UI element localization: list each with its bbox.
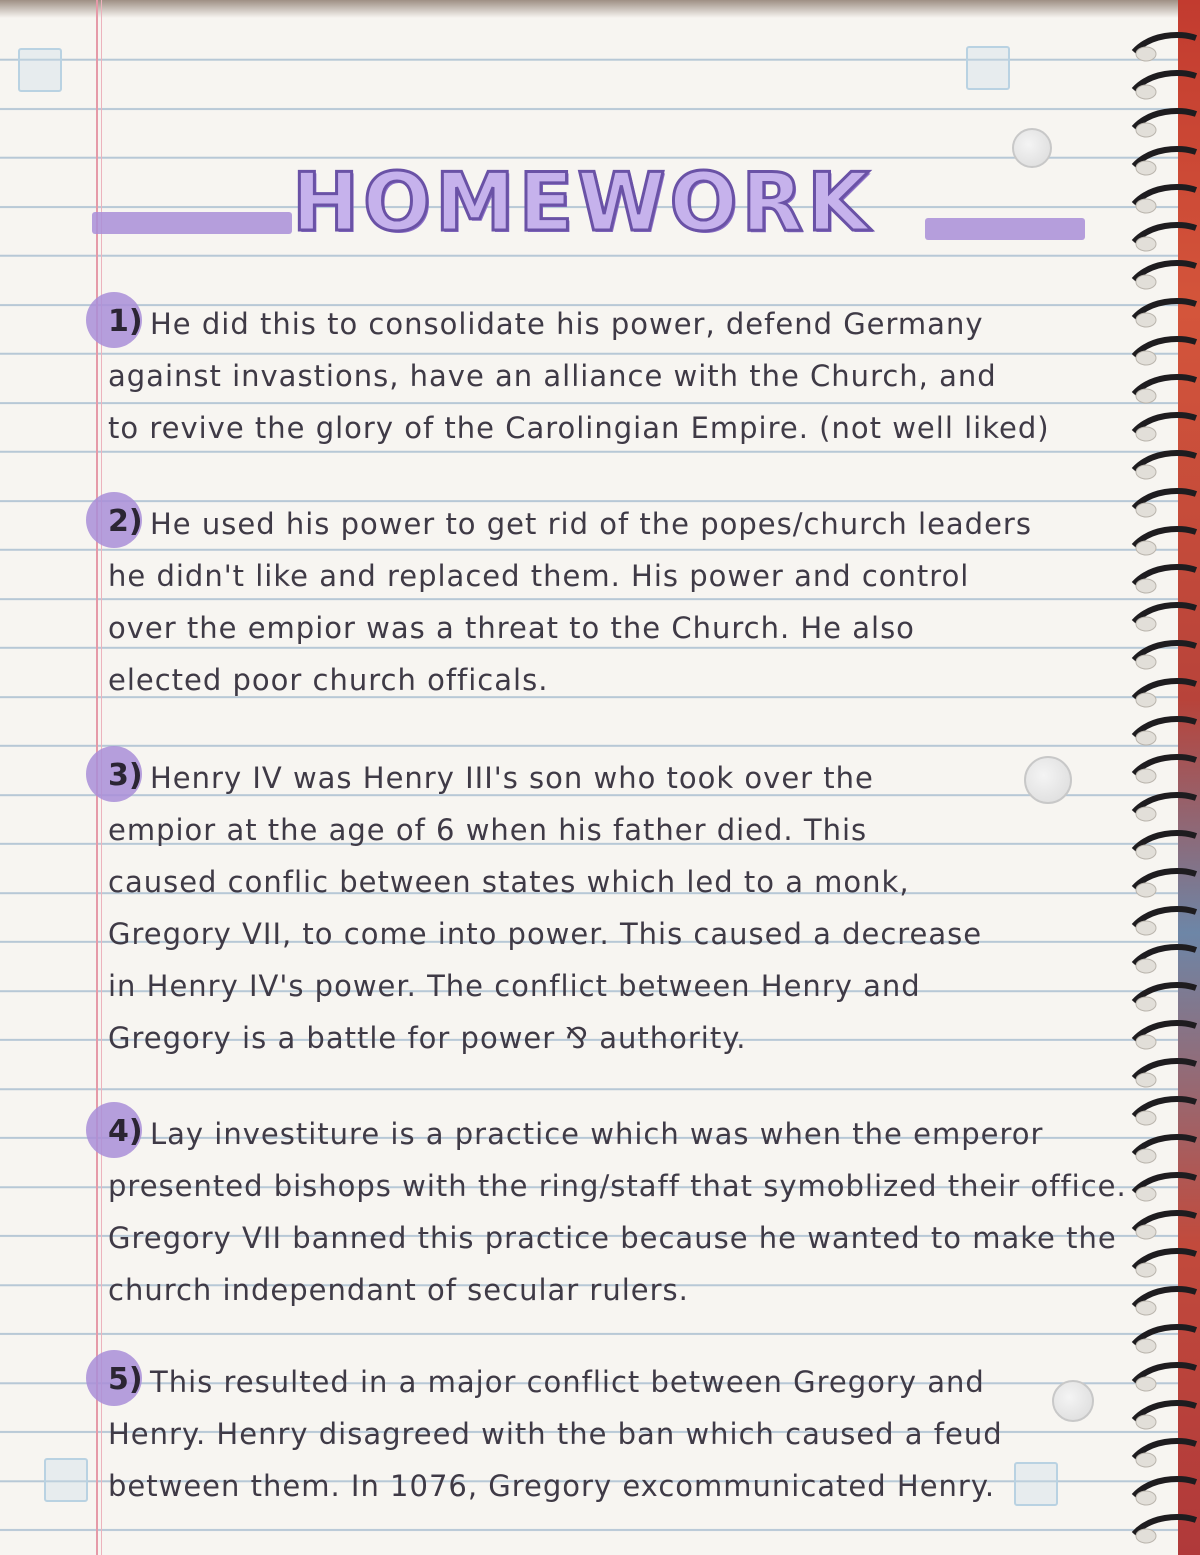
binding-hole <box>1136 693 1156 707</box>
hole-reinforcement-1 <box>1012 128 1052 168</box>
answer-line: Gregory VII banned this practice because he wanted to make the <box>108 1221 1117 1255</box>
answer-line: church independant of secular rulers. <box>108 1273 689 1307</box>
answer-line: elected poor church officals. <box>108 663 549 697</box>
binding-hole <box>1136 1111 1156 1125</box>
binding-hole <box>1136 579 1156 593</box>
binding-hole <box>1136 85 1156 99</box>
binding-hole <box>1136 351 1156 365</box>
binding-hole <box>1136 1491 1156 1505</box>
binding-hole <box>1136 1187 1156 1201</box>
answer-line: over the empior was a threat to the Church. He also <box>108 611 915 645</box>
answer-number: 4) <box>108 1114 143 1149</box>
answer-block <box>108 752 1088 1064</box>
answer-number: 3) <box>108 758 143 793</box>
answer-line: Gregory VII, to come into power. This caused a decrease <box>108 917 983 951</box>
binding-hole <box>1136 313 1156 327</box>
binding-hole <box>1136 1149 1156 1163</box>
answer-block <box>108 1108 1127 1316</box>
corner-sticker-top-right <box>966 46 1010 90</box>
binding-hole <box>1136 275 1156 289</box>
binding-hole <box>1136 1073 1156 1087</box>
answer-line: Gregory is a battle for power ⅋ authority. <box>108 1021 747 1055</box>
binding-hole <box>1136 997 1156 1011</box>
binding-hole <box>1136 655 1156 669</box>
answer-line: to revive the glory of the Carolingian Empire. (not well liked) <box>108 411 1050 445</box>
binding-hole <box>1136 161 1156 175</box>
binding-hole <box>1136 237 1156 251</box>
answer-line: between them. In 1076, Gregory excommunicated Henry. <box>108 1469 996 1503</box>
binding-hole <box>1136 1301 1156 1315</box>
title-highlight-left <box>92 212 292 234</box>
answer-line: Lay investiture is a practice which was when the emperor <box>150 1117 1044 1151</box>
answer-block <box>108 298 1088 454</box>
corner-sticker-top-left <box>18 48 62 92</box>
spiral-binding-icon <box>1130 10 1200 1555</box>
title-highlight-right <box>925 218 1085 240</box>
binding-hole <box>1136 883 1156 897</box>
page-top-shadow <box>0 0 1200 18</box>
answer-line: he didn't like and replaced them. His power and control <box>108 559 970 593</box>
answer-line: He did this to consolidate his power, defend Germany <box>150 307 984 341</box>
answer-number: 5) <box>108 1362 143 1397</box>
binding-hole <box>1136 921 1156 935</box>
binding-hole <box>1136 1263 1156 1277</box>
page-title: HOMEWORK <box>292 156 874 249</box>
binding-hole <box>1136 807 1156 821</box>
corner-sticker-bottom-left <box>44 1458 88 1502</box>
binding-hole <box>1136 541 1156 555</box>
answer-line: in Henry IV's power. The conflict between Henry and <box>108 969 921 1003</box>
binding-hole <box>1136 199 1156 213</box>
binding-hole <box>1136 1225 1156 1239</box>
binding-hole <box>1136 1529 1156 1543</box>
answer-line: caused conflic between states which led to a monk, <box>108 865 910 899</box>
answer-block <box>108 1356 1088 1512</box>
binding-hole <box>1136 845 1156 859</box>
answer-number: 1) <box>108 304 143 339</box>
binding-hole <box>1136 503 1156 517</box>
binding-hole <box>1136 427 1156 441</box>
answer-line: Henry. Henry disagreed with the ban which caused a feud <box>108 1417 1003 1451</box>
binding-hole <box>1136 1035 1156 1049</box>
binding-hole <box>1136 1377 1156 1391</box>
binding-hole <box>1136 465 1156 479</box>
binding-hole <box>1136 731 1156 745</box>
binding-hole <box>1136 47 1156 61</box>
answer-block <box>108 498 1088 706</box>
answer-line: Henry IV was Henry III's son who took over the <box>150 761 874 795</box>
answer-number: 2) <box>108 504 143 539</box>
binding-hole <box>1136 959 1156 973</box>
binding-hole <box>1136 769 1156 783</box>
answer-line: presented bishops with the ring/staff that symoblized their office. <box>108 1169 1127 1203</box>
binding-hole <box>1136 617 1156 631</box>
binding-hole <box>1136 1339 1156 1353</box>
binding-hole <box>1136 389 1156 403</box>
answer-line: He used his power to get rid of the popes/church leaders <box>150 507 1032 541</box>
binding-hole <box>1136 1453 1156 1467</box>
answer-line: This resulted in a major conflict between Gregory and <box>150 1365 985 1399</box>
binding-hole <box>1136 123 1156 137</box>
answer-line: against invastions, have an alliance with the Church, and <box>108 359 997 393</box>
binding-hole <box>1136 1415 1156 1429</box>
answer-line: empior at the age of 6 when his father died. This <box>108 813 868 847</box>
